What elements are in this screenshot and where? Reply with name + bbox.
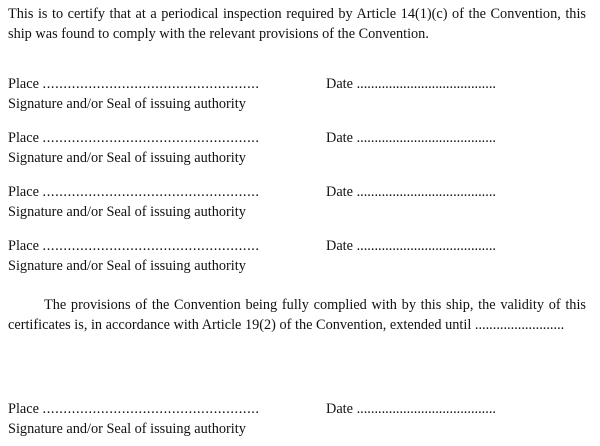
place-label: Place [8,184,39,200]
place-dots: .................................................... [42,184,260,200]
signature-line: Signature and/or Seal of issuing authority [8,149,246,166]
signature-entry-4 [8,237,586,276]
place-date-row [8,400,586,420]
date-field[interactable] [326,75,586,95]
place-date-row [8,75,586,95]
place-label: Place [8,401,39,417]
place-field[interactable] [8,400,326,420]
place-date-row [8,237,586,257]
place-label: Place [8,76,39,92]
place-field[interactable] [8,75,326,95]
signature-entry-2 [8,129,586,168]
signature-entry-3 [8,183,586,222]
signature-line: Signature and/or Seal of issuing authority [8,95,246,112]
signature-entry-5 [8,400,586,439]
date-dots: ....................................... [356,238,496,254]
signature-line: Signature and/or Seal of issuing authority [8,420,246,437]
place-date-row [8,129,586,149]
date-label: Date [326,130,353,146]
place-field[interactable] [8,237,326,257]
date-field[interactable] [326,400,586,420]
place-dots: .................................................... [42,76,260,92]
date-field[interactable] [326,129,586,149]
signature-line: Signature and/or Seal of issuing authority [8,203,246,220]
intro-paragraph: This is to certify that at a periodical inspection required by Article 14(1)(c) of the Convention, this ship was found to comply with the relevant provisions of the Convention. [8,6,586,42]
date-dots: ....................................... [356,76,496,92]
place-dots: .................................................... [42,238,260,254]
date-label: Date [326,184,353,200]
place-field[interactable] [8,129,326,149]
date-field[interactable] [326,237,586,257]
signature-line: Signature and/or Seal of issuing authority [8,257,246,274]
signature-entry-1 [8,75,586,114]
place-dots: .................................................... [42,130,260,146]
place-date-row [8,183,586,203]
date-dots: ....................................... [356,130,496,146]
date-dots: ....................................... [356,184,496,200]
date-field[interactable] [326,183,586,203]
place-label: Place [8,130,39,146]
extension-paragraph [8,296,586,335]
extension-paragraph-text: The provisions of the Convention being fully complied with by this ship, the validity of this certificates is, in accordance with Article 19(2) of the Convention, extended until ......................... [8,297,586,333]
date-dots: ....................................... [356,401,496,417]
date-label: Date [326,238,353,254]
date-label: Date [326,401,353,417]
place-field[interactable] [8,183,326,203]
date-label: Date [326,76,353,92]
place-dots: .................................................... [42,401,260,417]
place-label: Place [8,238,39,254]
